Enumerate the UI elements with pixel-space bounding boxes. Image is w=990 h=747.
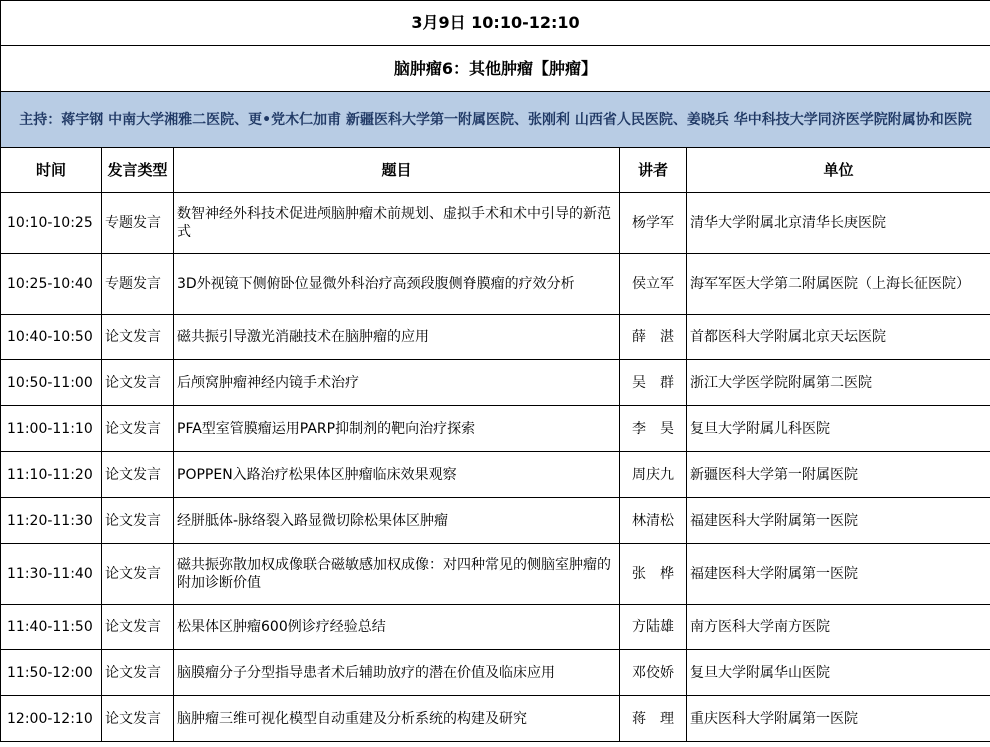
row-time: 10:10-10:25 — [1, 193, 102, 254]
row-type: 论文发言 — [102, 498, 174, 544]
row-time: 11:00-11:10 — [1, 406, 102, 452]
row-topic: 经胼胝体-脉络裂入路显微切除松果体区肿瘤 — [174, 498, 620, 544]
row-type: 论文发言 — [102, 452, 174, 498]
row-speaker: 蒋 理 — [620, 696, 687, 742]
row-speaker: 侯立军 — [620, 254, 687, 315]
row-speaker: 周庆九 — [620, 452, 687, 498]
row-time: 11:10-11:20 — [1, 452, 102, 498]
row-type: 论文发言 — [102, 315, 174, 360]
row-unit: 首都医科大学附属北京天坛医院 — [687, 315, 990, 360]
table-row — [1, 452, 990, 498]
row-topic: PFA型室管膜瘤运用PARP抑制剂的靶向治疗探索 — [174, 406, 620, 452]
row-type: 论文发言 — [102, 650, 174, 696]
row-time: 10:50-11:00 — [1, 360, 102, 406]
row-unit: 重庆医科大学附属第一医院 — [687, 696, 990, 742]
date-time-title: 3月9日 10:10-12:10 — [1, 1, 990, 46]
row-topic: POPPEN入路治疗松果体区肿瘤临床效果观察 — [174, 452, 620, 498]
row-time: 12:00-12:10 — [1, 696, 102, 742]
row-type: 专题发言 — [102, 193, 174, 254]
row-topic: 脑膜瘤分子分型指导患者术后辅助放疗的潜在价值及临床应用 — [174, 650, 620, 696]
row-speaker: 李 昊 — [620, 406, 687, 452]
table-row — [1, 498, 990, 544]
row-speaker: 邓佼娇 — [620, 650, 687, 696]
header-speaker: 讲者 — [620, 148, 687, 193]
row-unit: 海军军医大学第二附属医院（上海长征医院） — [687, 254, 990, 315]
row-time: 10:25-10:40 — [1, 254, 102, 315]
row-speaker: 张 桦 — [620, 544, 687, 605]
row-topic: 3D外视镜下侧俯卧位显微外科治疗高颈段腹侧脊膜瘤的疗效分析 — [174, 254, 620, 315]
row-time: 11:40-11:50 — [1, 605, 102, 650]
row-speaker: 薛 湛 — [620, 315, 687, 360]
table-row — [1, 650, 990, 696]
row-unit: 浙江大学医学院附属第二医院 — [687, 360, 990, 406]
table-row — [1, 315, 990, 360]
hosts-text: 主持：蒋宇钢 中南大学湘雅二医院、更•党木仁加甫 新疆医科大学第一附属医院、张刚利 山西省人民医院、姜晓兵 华中科技大学同济医学院附属协和医院 — [1, 92, 990, 148]
row-type: 论文发言 — [102, 605, 174, 650]
table-row — [1, 193, 990, 254]
table-row — [1, 254, 990, 315]
date-time-row — [1, 1, 990, 46]
row-topic: 脑肿瘤三维可视化模型自动重建及分析系统的构建及研究 — [174, 696, 620, 742]
row-type: 论文发言 — [102, 360, 174, 406]
header-type: 发言类型 — [102, 148, 174, 193]
row-time: 11:20-11:30 — [1, 498, 102, 544]
row-unit: 南方医科大学南方医院 — [687, 605, 990, 650]
row-topic: 磁共振弥散加权成像联合磁敏感加权成像：对四种常见的侧脑室肿瘤的附加诊断价值 — [174, 544, 620, 605]
row-topic: 数智神经外科技术促进颅脑肿瘤术前规划、虚拟手术和术中引导的新范式 — [174, 193, 620, 254]
session-row — [1, 46, 990, 92]
row-type: 专题发言 — [102, 254, 174, 315]
table-row — [1, 360, 990, 406]
table-row — [1, 696, 990, 742]
table-row — [1, 406, 990, 452]
row-unit: 清华大学附属北京清华长庚医院 — [687, 193, 990, 254]
row-speaker: 杨学军 — [620, 193, 687, 254]
row-unit: 复旦大学附属华山医院 — [687, 650, 990, 696]
header-unit: 单位 — [687, 148, 990, 193]
row-unit: 新疆医科大学第一附属医院 — [687, 452, 990, 498]
row-time: 10:40-10:50 — [1, 315, 102, 360]
row-time: 11:30-11:40 — [1, 544, 102, 605]
table-row — [1, 605, 990, 650]
row-type: 论文发言 — [102, 544, 174, 605]
row-topic: 后颅窝肿瘤神经内镜手术治疗 — [174, 360, 620, 406]
row-unit: 福建医科大学附属第一医院 — [687, 498, 990, 544]
row-type: 论文发言 — [102, 406, 174, 452]
header-time: 时间 — [1, 148, 102, 193]
row-type: 论文发言 — [102, 696, 174, 742]
row-topic: 磁共振引导激光消融技术在脑肿瘤的应用 — [174, 315, 620, 360]
hosts-row — [1, 92, 990, 148]
table-row — [1, 544, 990, 605]
row-speaker: 吴 群 — [620, 360, 687, 406]
header-row — [1, 148, 990, 193]
row-speaker: 林清松 — [620, 498, 687, 544]
row-unit: 福建医科大学附属第一医院 — [687, 544, 990, 605]
header-topic: 题目 — [174, 148, 620, 193]
row-time: 11:50-12:00 — [1, 650, 102, 696]
row-speaker: 方陆雄 — [620, 605, 687, 650]
row-unit: 复旦大学附属儿科医院 — [687, 406, 990, 452]
session-title: 脑肿瘤6：其他肿瘤【肿瘤】 — [1, 46, 990, 92]
row-topic: 松果体区肿瘤600例诊疗经验总结 — [174, 605, 620, 650]
